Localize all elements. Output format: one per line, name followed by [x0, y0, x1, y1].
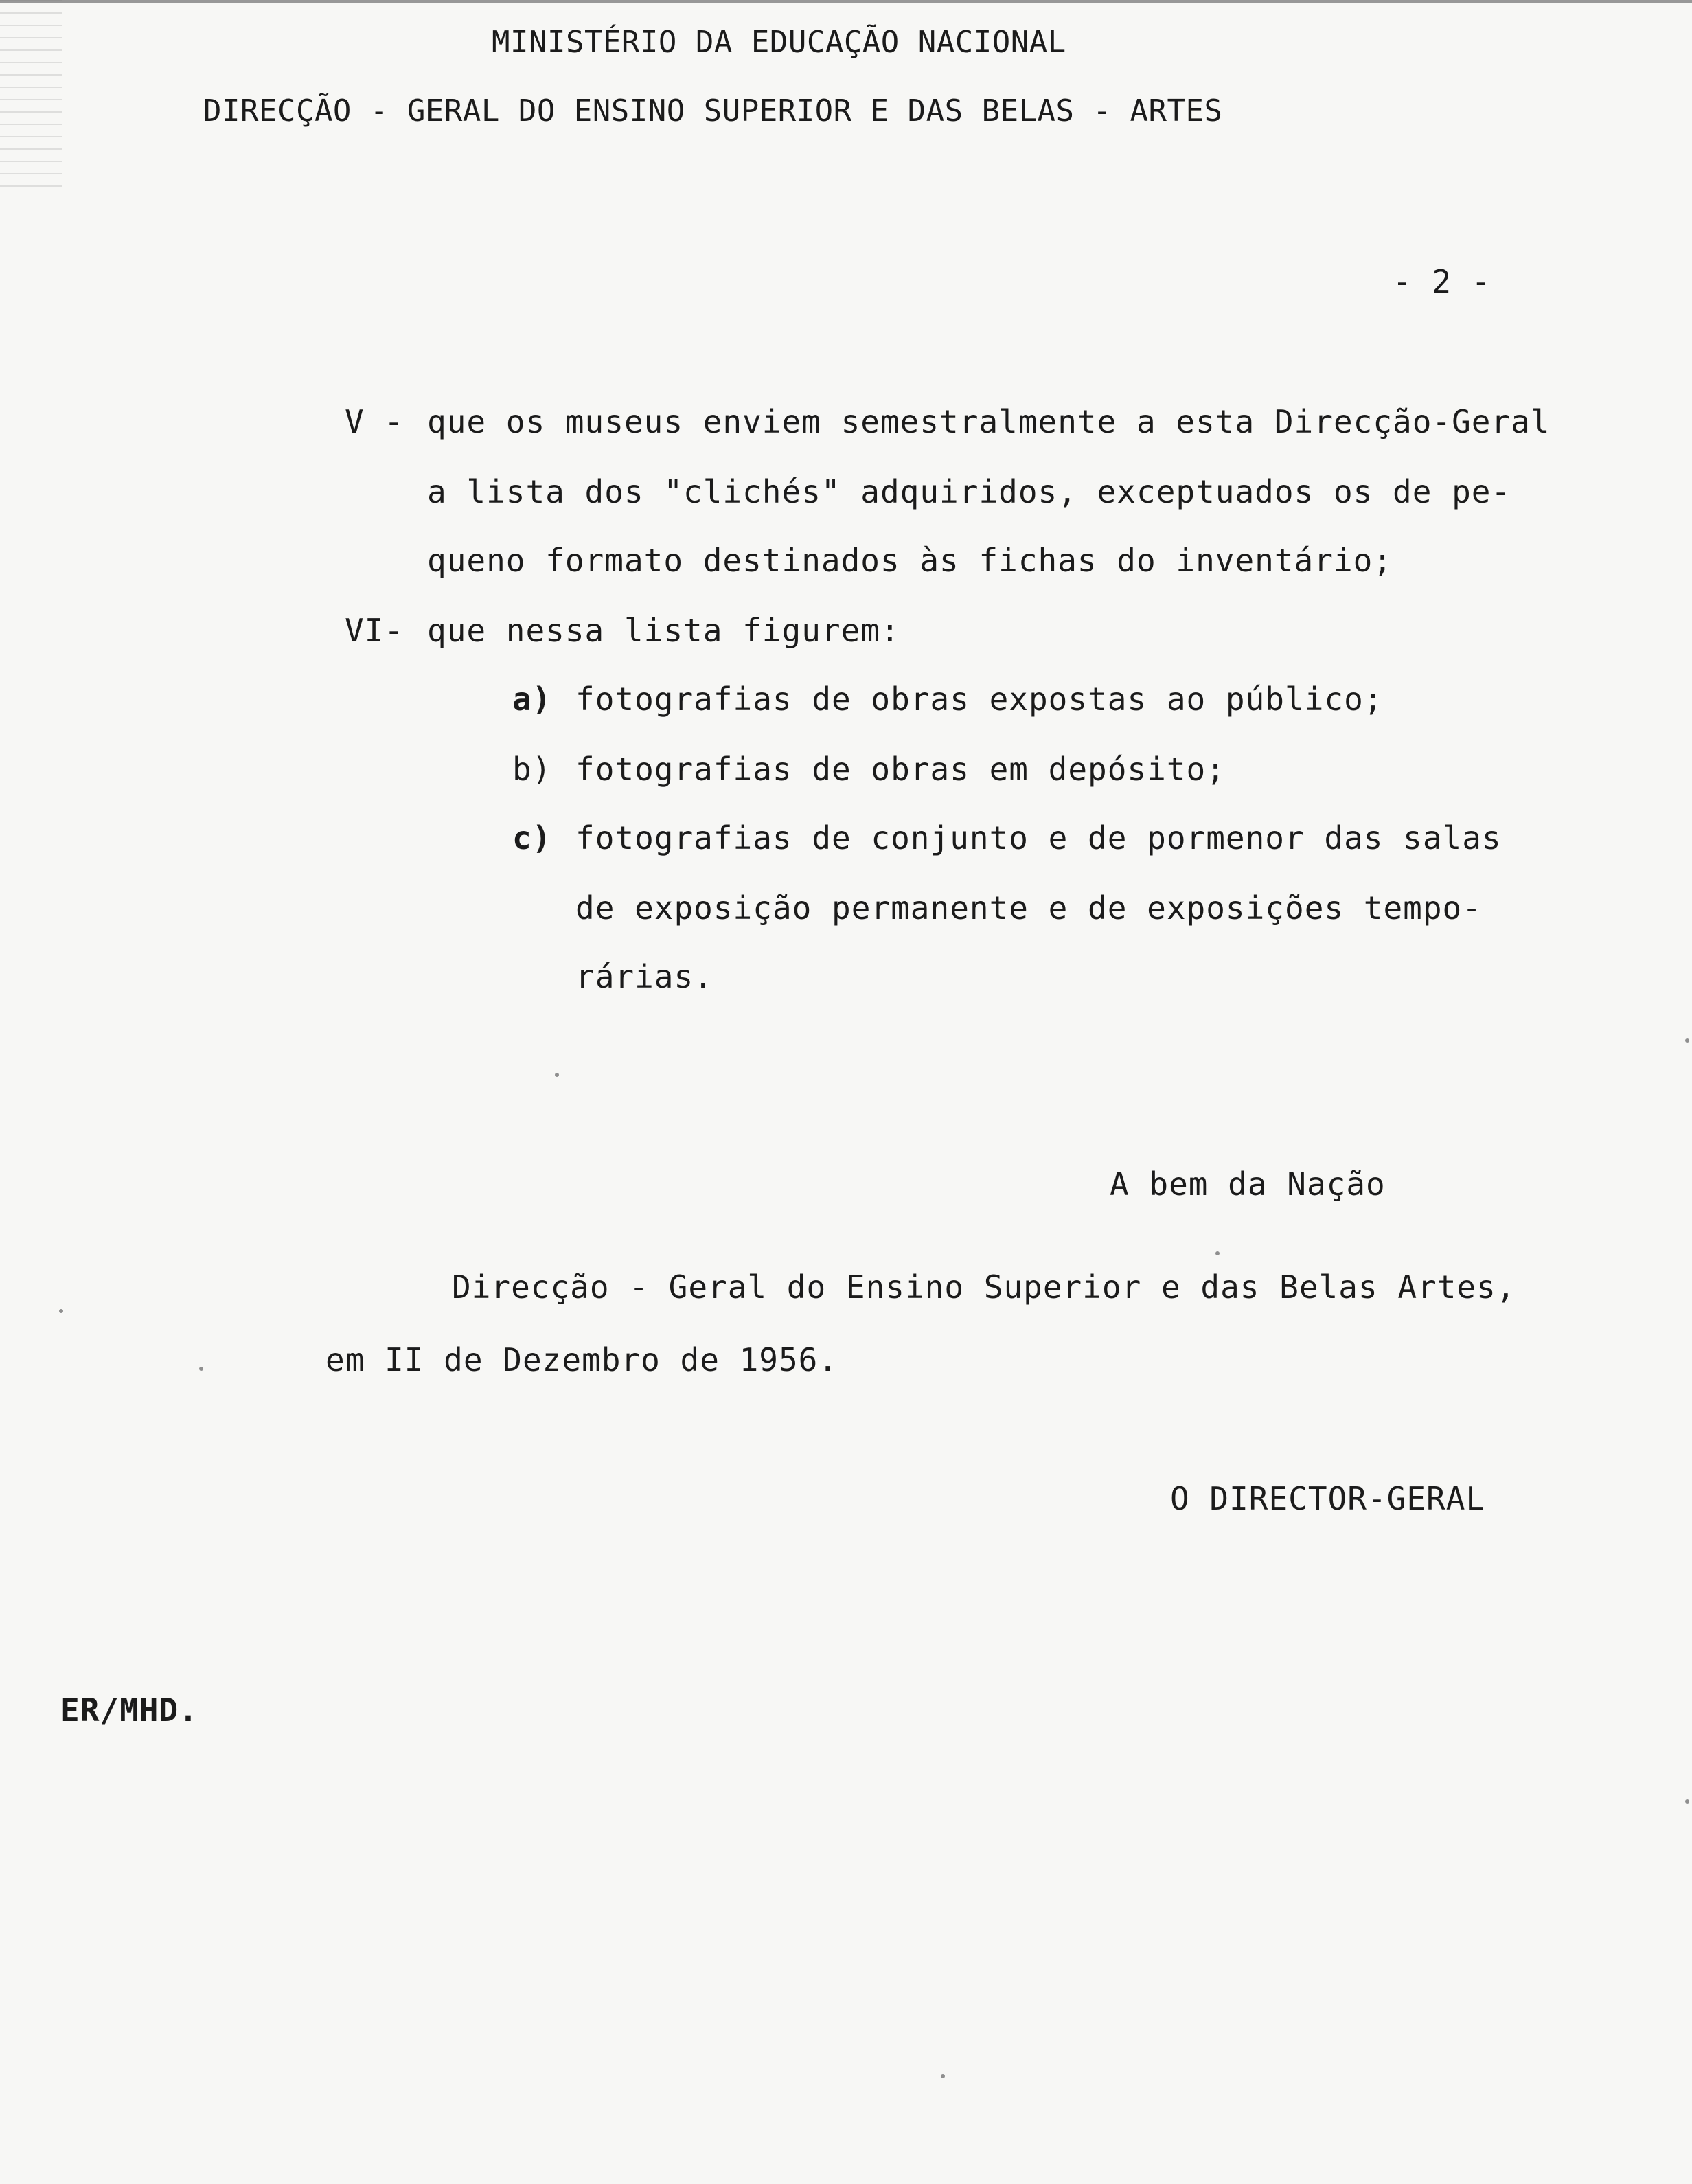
item-c-line-1: fotografias de conjunto e de pormenor das salas [575, 819, 1502, 856]
item-a-text: fotografias de obras expostas ao público; [575, 681, 1384, 718]
scan-edge-rule [0, 0, 1692, 3]
scan-edge-marks [0, 0, 62, 192]
scan-speck [941, 2074, 945, 2078]
item-a-marker: a) [512, 681, 552, 718]
scan-speck [1685, 1799, 1689, 1804]
scan-speck [59, 1309, 63, 1313]
clause-v-numeral: V - [345, 403, 404, 440]
date-line: em II de Dezembro de 1956. [325, 1341, 838, 1378]
scan-speck [199, 1367, 203, 1371]
directorate-heading: DIRECÇÃO - GERAL DO ENSINO SUPERIOR E DAS BELAS - ARTES [203, 93, 1223, 128]
closing-formula: A bem da Nação [1110, 1165, 1386, 1203]
ministry-heading: MINISTÉRIO DA EDUCAÇÃO NACIONAL [492, 25, 1066, 60]
reference-initials: ER/MHD. [60, 1692, 198, 1729]
clause-v-line-3: queno formato destinados às fichas do inventário; [427, 542, 1393, 579]
clause-v-line-1: que os museus enviem semestralmente a esta Direcção-Geral [427, 403, 1551, 440]
item-c-marker: c) [512, 819, 552, 856]
clause-v-line-2: a lista dos "clichés" adquiridos, exceptuados os de pe- [427, 473, 1511, 510]
clause-vi-line-1: que nessa lista figurem: [427, 612, 900, 649]
place-line: Direcção - Geral do Ensino Superior e das Belas Artes, [452, 1269, 1516, 1306]
signatory-title: O DIRECTOR-GERAL [1170, 1480, 1486, 1517]
item-c-line-3: rárias. [575, 958, 713, 995]
scan-speck [1685, 1038, 1689, 1043]
scan-speck [1215, 1251, 1220, 1255]
scan-speck [555, 1073, 559, 1077]
clause-vi-numeral: VI- [345, 612, 404, 649]
item-b-text: fotografias de obras em depósito; [575, 751, 1226, 788]
page-number: - 2 - [1393, 263, 1491, 300]
item-c-line-2: de exposição permanente e de exposições tempo- [575, 889, 1482, 926]
item-b-marker: b) [512, 751, 552, 788]
